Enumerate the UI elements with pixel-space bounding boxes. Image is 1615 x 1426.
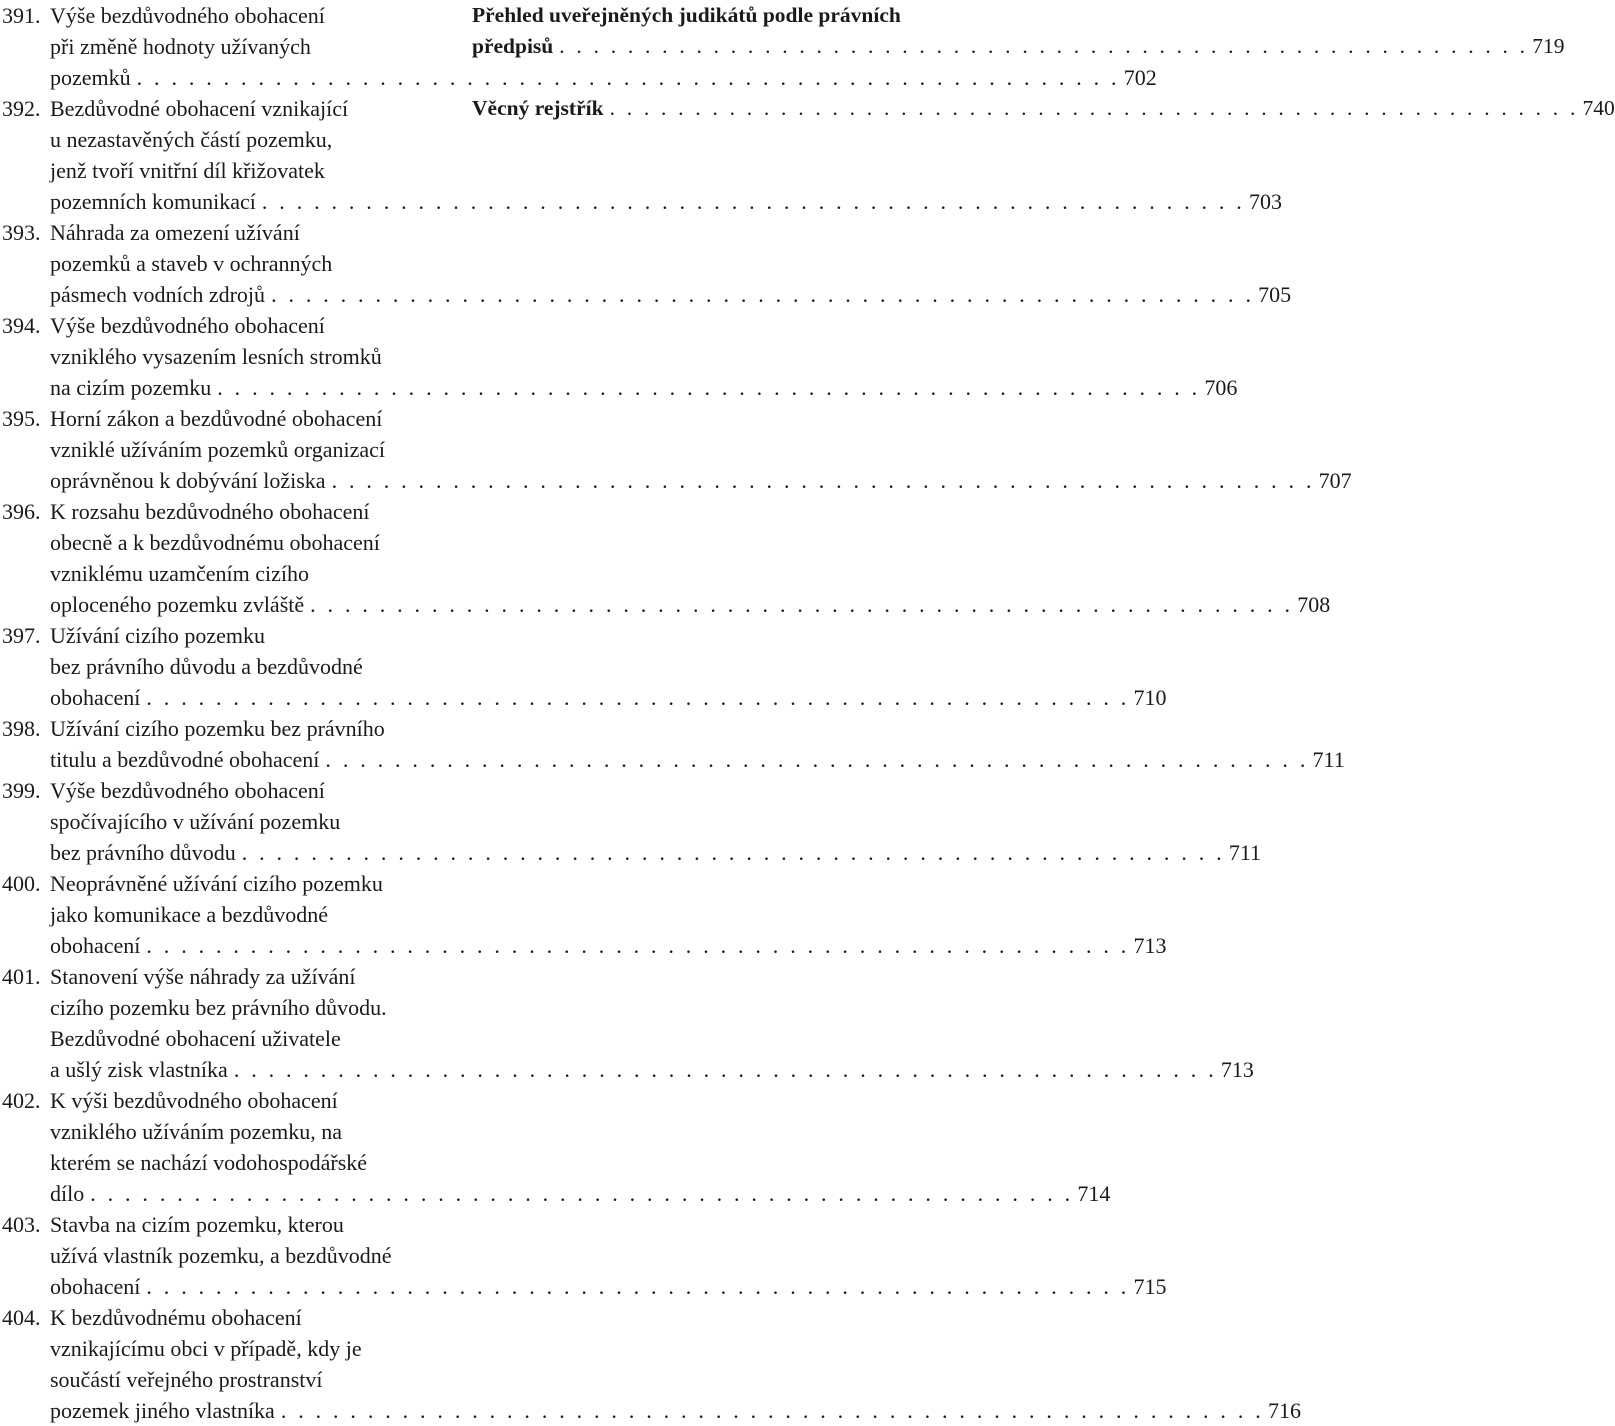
toc-entry-line <box>50 806 1261 837</box>
toc-leader-dots <box>262 186 1245 217</box>
toc-entry-title-text: vzniklému uzamčením cizího <box>50 561 310 586</box>
toc-entry-title-text: předpisů <box>472 34 554 58</box>
toc-entry-title-text: Přehled uveřejněných judikátů podle právních <box>472 3 901 27</box>
toc-entry-number: 402. <box>2 1088 41 1113</box>
toc-entry-title <box>50 1209 1167 1302</box>
toc-entry-title <box>50 961 1254 1085</box>
toc-entry-number: 397. <box>2 623 41 648</box>
toc-entry-title-text: vzniklého vysazením lesních stromků <box>50 344 382 369</box>
toc-entry-title-text: Stavba na cizím pozemku, kterou <box>50 1212 344 1237</box>
toc-leader-dots <box>610 93 1579 124</box>
toc-section-entry[interactable] <box>472 0 1565 62</box>
toc-entry-title-text: u nezastavěných částí pozemku, <box>50 127 333 152</box>
toc-entry-number: 394. <box>2 313 41 338</box>
toc-page-number: 702 <box>1123 65 1157 90</box>
toc-entry-line <box>50 341 1237 372</box>
toc-leader-dots <box>332 465 1315 496</box>
toc-entry-number: 404. <box>2 1305 41 1330</box>
toc-entry-line <box>50 961 1254 992</box>
toc-entry[interactable] <box>2 1302 1301 1426</box>
toc-entry-title-text: jako komunikace a bezdůvodné <box>50 902 328 927</box>
toc-entry-line <box>50 1240 1167 1271</box>
toc-entry-title-text: obecně a k bezdůvodnému obohacení <box>50 530 380 555</box>
toc-entry-title-text: užívá vlastník pozemku, a bezdůvodné <box>50 1243 392 1268</box>
toc-leader-dots <box>90 1178 1073 1209</box>
toc-page-number: 713 <box>1133 933 1167 958</box>
toc-entry-title-text: pozemek jiného vlastníka <box>50 1398 275 1423</box>
toc-page-number: 711 <box>1228 840 1262 865</box>
toc-entry[interactable] <box>2 496 1331 620</box>
toc-leader-dots <box>281 1395 1264 1426</box>
toc-entry-line <box>50 1116 1110 1147</box>
toc-page-number: 706 <box>1204 375 1238 400</box>
toc-entry-title-text: Výše bezdůvodného obohacení <box>50 313 325 338</box>
toc-entry-title-text: obohacení <box>50 1274 141 1299</box>
toc-entry[interactable] <box>2 961 1254 1085</box>
toc-entry-line <box>50 1271 1167 1302</box>
toc-entry-line <box>50 217 1291 248</box>
toc-entry[interactable] <box>2 217 1292 310</box>
toc-page-number: 716 <box>1267 1398 1301 1423</box>
toc-entry-line <box>50 155 1282 186</box>
toc-entry-number: 393. <box>2 220 41 245</box>
toc-spacer <box>472 62 958 93</box>
toc-entry-title-text: K bezdůvodnému obohacení <box>50 1305 302 1330</box>
toc-leader-dots <box>242 837 1225 868</box>
toc-entry[interactable] <box>2 310 1238 403</box>
toc-entry-title <box>50 713 1345 775</box>
toc-leader-dots <box>271 279 1254 310</box>
toc-entry-title-text: K výši bezdůvodného obohacení <box>50 1088 338 1113</box>
toc-entry-title-text: Užívání cizího pozemku bez právního <box>50 716 385 741</box>
toc-entry-title-text: Věcný rejstřík <box>472 96 604 120</box>
toc-leader-dots <box>310 589 1293 620</box>
toc-entry-title-text: Výše bezdůvodného obohacení <box>50 778 325 803</box>
toc-entry-number: 403. <box>2 1212 41 1237</box>
toc-entry-title-text: bez právního důvodu <box>50 840 236 865</box>
toc-section-entry[interactable] <box>472 93 1615 124</box>
toc-leader-dots <box>146 682 1129 713</box>
toc-entry-number: 391. <box>2 3 41 28</box>
toc-entry-number: 398. <box>2 716 41 741</box>
toc-entry-title-text: oprávněnou k dobývání ložiska <box>50 468 326 493</box>
toc-entry-line <box>50 248 1291 279</box>
toc-entry-title-text: dílo <box>50 1181 85 1206</box>
toc-entry-title <box>50 217 1291 310</box>
toc-entry-line <box>50 713 1345 744</box>
toc-entry-line <box>50 899 1167 930</box>
toc-entry-line <box>50 465 1352 496</box>
toc-entry-number: 392. <box>2 96 41 121</box>
toc-entry-line <box>472 0 958 31</box>
toc-entry-title <box>50 868 1167 961</box>
toc-entry-title-text: spočívajícího v užívání pozemku <box>50 809 341 834</box>
toc-entry-title-text: kterém se nachází vodohospodářské <box>50 1150 368 1175</box>
toc-leader-dots <box>217 372 1200 403</box>
toc-entry-title-text: titulu a bezdůvodné obohacení <box>50 747 320 772</box>
toc-entry-title-text: obohacení <box>50 685 141 710</box>
toc-entry[interactable] <box>2 1209 1167 1302</box>
toc-entry-line <box>50 682 1167 713</box>
toc-entry-line <box>50 403 1352 434</box>
toc-page-number: 714 <box>1077 1181 1111 1206</box>
toc-entry-line <box>50 992 1254 1023</box>
toc-entry-line <box>50 310 1237 341</box>
toc-entry-line <box>50 1395 1301 1426</box>
toc-entry-title-text: Náhrada za omezení užívání <box>50 220 300 245</box>
toc-entry-title-text: součástí veřejného prostranství <box>50 1367 323 1392</box>
toc-entry-title-text: cizího pozemku bez právního důvodu. <box>50 995 387 1020</box>
toc-page-number: 710 <box>1133 685 1167 710</box>
toc-leader-dots <box>325 744 1308 775</box>
toc-entry-title-text: pásmech vodních zdrojů <box>50 282 266 307</box>
toc-leader-dots <box>146 1271 1129 1302</box>
toc-entry-title-text: Neoprávněné užívání cizího pozemku <box>50 871 383 896</box>
toc-entry-line <box>50 1333 1301 1364</box>
toc-leader-dots <box>559 31 1528 62</box>
toc-page-number: 711 <box>1312 747 1345 772</box>
toc-entry-title-text: Užívání cizího pozemku <box>50 623 266 648</box>
toc-entry-line <box>472 93 1615 124</box>
toc-entry-title-text: pozemních komunikací <box>50 189 256 214</box>
toc-entry-line <box>50 589 1330 620</box>
toc-entry-line <box>50 1023 1254 1054</box>
toc-entry-title-text: Výše bezdůvodného obohacení <box>50 3 325 28</box>
toc-entry-line <box>50 1147 1110 1178</box>
toc-entry[interactable] <box>2 868 1167 961</box>
toc-entry[interactable] <box>2 620 1167 713</box>
toc-entry-line <box>50 124 1282 155</box>
toc-entry[interactable] <box>2 1085 1111 1209</box>
toc-entry-number: 400. <box>2 871 41 896</box>
toc-entry-line <box>50 1302 1301 1333</box>
toc-page-number: 703 <box>1249 189 1282 214</box>
toc-entry-line <box>50 527 1330 558</box>
toc-entry-line <box>50 496 1330 527</box>
toc-entry-line <box>472 31 1565 62</box>
toc-page-number: 708 <box>1297 592 1331 617</box>
toc-entry-title-text: vznikajícímu obci v případě, kdy je <box>50 1336 362 1361</box>
toc-entry-line <box>50 651 1167 682</box>
toc-entry-title <box>50 775 1261 868</box>
toc-entry-title-text: pozemků <box>50 65 131 90</box>
toc-leader-dots <box>234 1054 1217 1085</box>
toc-entry-number: 396. <box>2 499 41 524</box>
toc-page-number: 705 <box>1258 282 1292 307</box>
toc-entry-title-text: jenž tvoří vnitřní díl křižovatek <box>50 158 325 183</box>
toc-entry-title <box>50 403 1352 496</box>
toc-entry-title-text: Bezdůvodné obohacení uživatele <box>50 1026 341 1051</box>
toc-entry-line <box>50 186 1282 217</box>
toc-entry-title <box>50 310 1237 403</box>
toc-entry-title-text: a ušlý zisk vlastníka <box>50 1057 228 1082</box>
toc-entry-line <box>50 1209 1167 1240</box>
toc-leader-dots <box>146 930 1129 961</box>
toc-page-number: 740 <box>1582 96 1615 120</box>
toc-entry-number: 401. <box>2 964 41 989</box>
toc-entry-title-text: na cizím pozemku <box>50 375 212 400</box>
toc-entry-title-text: vzniklého užíváním pozemku, na <box>50 1119 343 1144</box>
toc-entry-line <box>50 744 1345 775</box>
toc-entry-line <box>50 1178 1110 1209</box>
toc-entry-line <box>50 1085 1110 1116</box>
toc-entry-title-text: při změně hodnoty užívaných <box>50 34 311 59</box>
toc-entry-title <box>50 1302 1301 1426</box>
toc-entry-line <box>50 1364 1301 1395</box>
toc-entry-line <box>50 775 1261 806</box>
toc-entry-line <box>50 279 1291 310</box>
toc-entry-line <box>50 372 1237 403</box>
toc-entry-title-text: bez právního důvodu a bezdůvodné <box>50 654 363 679</box>
toc-entry[interactable] <box>2 775 1262 868</box>
toc-entry-title <box>50 496 1330 620</box>
toc-page-number: 713 <box>1220 1057 1254 1082</box>
toc-entry-title-text: oploceného pozemku zvláště <box>50 592 305 617</box>
toc-entry-title-text: pozemků a staveb v ochranných <box>50 251 333 276</box>
toc-entry-line <box>50 868 1167 899</box>
toc-entry-line <box>50 620 1167 651</box>
toc-entry-line <box>50 837 1261 868</box>
toc-entry-title-text: Bezdůvodné obohacení vznikající <box>50 96 349 121</box>
toc-entry-title <box>50 1085 1110 1209</box>
toc-page-number: 707 <box>1318 468 1352 493</box>
toc-entry-line <box>50 434 1352 465</box>
toc-entry-number: 399. <box>2 778 41 803</box>
toc-entry-title <box>50 620 1167 713</box>
toc-entry-title-text: K rozsahu bezdůvodného obohacení <box>50 499 370 524</box>
toc-entry-line <box>50 930 1167 961</box>
toc-entry[interactable] <box>2 713 1345 775</box>
toc-entry-line <box>50 558 1330 589</box>
toc-entry-title-text: Horní zákon a bezdůvodné obohacení <box>50 406 383 431</box>
toc-entry-line <box>50 1054 1254 1085</box>
toc-page-number: 719 <box>1532 34 1565 58</box>
toc-entry-title-text: vzniklé užíváním pozemků organizací <box>50 437 385 462</box>
toc-entry-title-text: obohacení <box>50 933 141 958</box>
toc-entry-number: 395. <box>2 406 41 431</box>
toc-page-number: 715 <box>1133 1274 1167 1299</box>
toc-entry-title-text: Stanovení výše náhrady za užívání <box>50 964 356 989</box>
toc-entry[interactable] <box>2 403 1352 496</box>
